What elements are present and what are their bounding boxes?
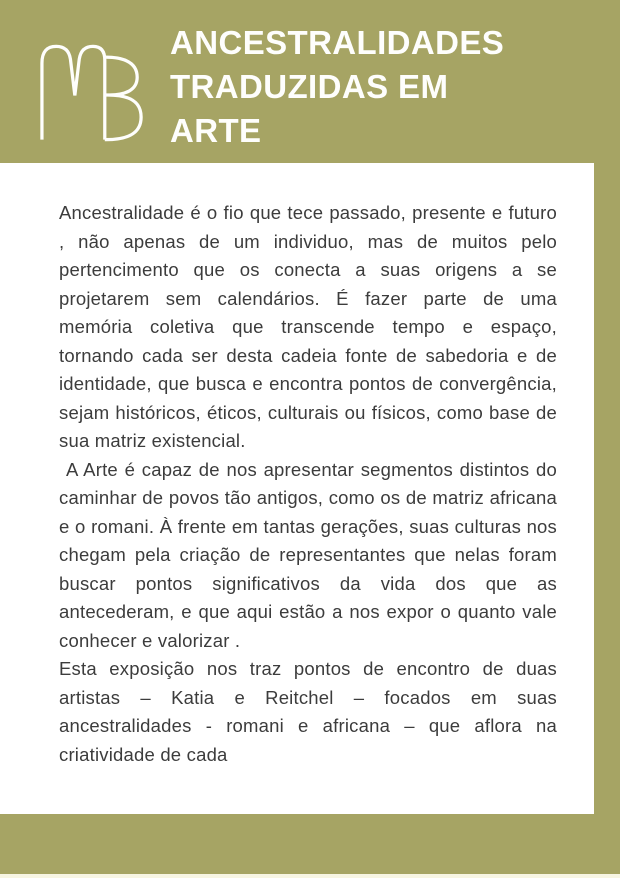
monogram-b-path bbox=[105, 57, 141, 139]
header-banner bbox=[0, 0, 620, 163]
paragraph-a-arte: A Arte é capaz de nos apresentar segmentos distintos do caminhar de povos tão antigos, como os de matriz africana e o romani. À frente em tantas gerações, suas culturas nos chegam pela criação de representantes que nelas foram buscar pontos significativos da vida dos que as antecederam, e que aqui estão a nos expor o quanto vale conhecer e valorizar . bbox=[59, 458, 557, 651]
mb-logo-label bbox=[39, 143, 40, 144]
title-line-2: TRADUZIDAS EM bbox=[170, 68, 449, 105]
paragraph-ancestralidade: Ancestralidade é o fio que tece passado, presente e futuro , não apenas de um individuo, mas de muitos pelo pertencimento que os conecta a suas origens a se projetarem sem calendários. É fazer parte de uma memória coletiva que transcende tempo e espaço, tornando cada ser desta cadeia fonte de sabedoria e de identidade, que busca e encontra pontos de convergência, sejam históricos, éticos, culturais ou físicos, como base de sua matriz existencial. bbox=[59, 202, 557, 451]
paragraph-exposicao: Esta exposição nos traz pontos de encontro de duas artistas – Katia e Reitchel – focados em suas ancestralidades - romani e africana – que aflora na criatividade de cada bbox=[59, 658, 557, 765]
mb-logo bbox=[39, 44, 147, 143]
title-line-1: ANCESTRALIDADES bbox=[170, 24, 505, 61]
mb-monogram-icon bbox=[39, 44, 147, 143]
title-line-3: ARTE bbox=[170, 112, 262, 149]
monogram-m-path bbox=[42, 46, 105, 139]
bottom-cream-strip bbox=[0, 874, 620, 878]
page-title bbox=[170, 21, 504, 153]
content-area bbox=[0, 163, 594, 814]
